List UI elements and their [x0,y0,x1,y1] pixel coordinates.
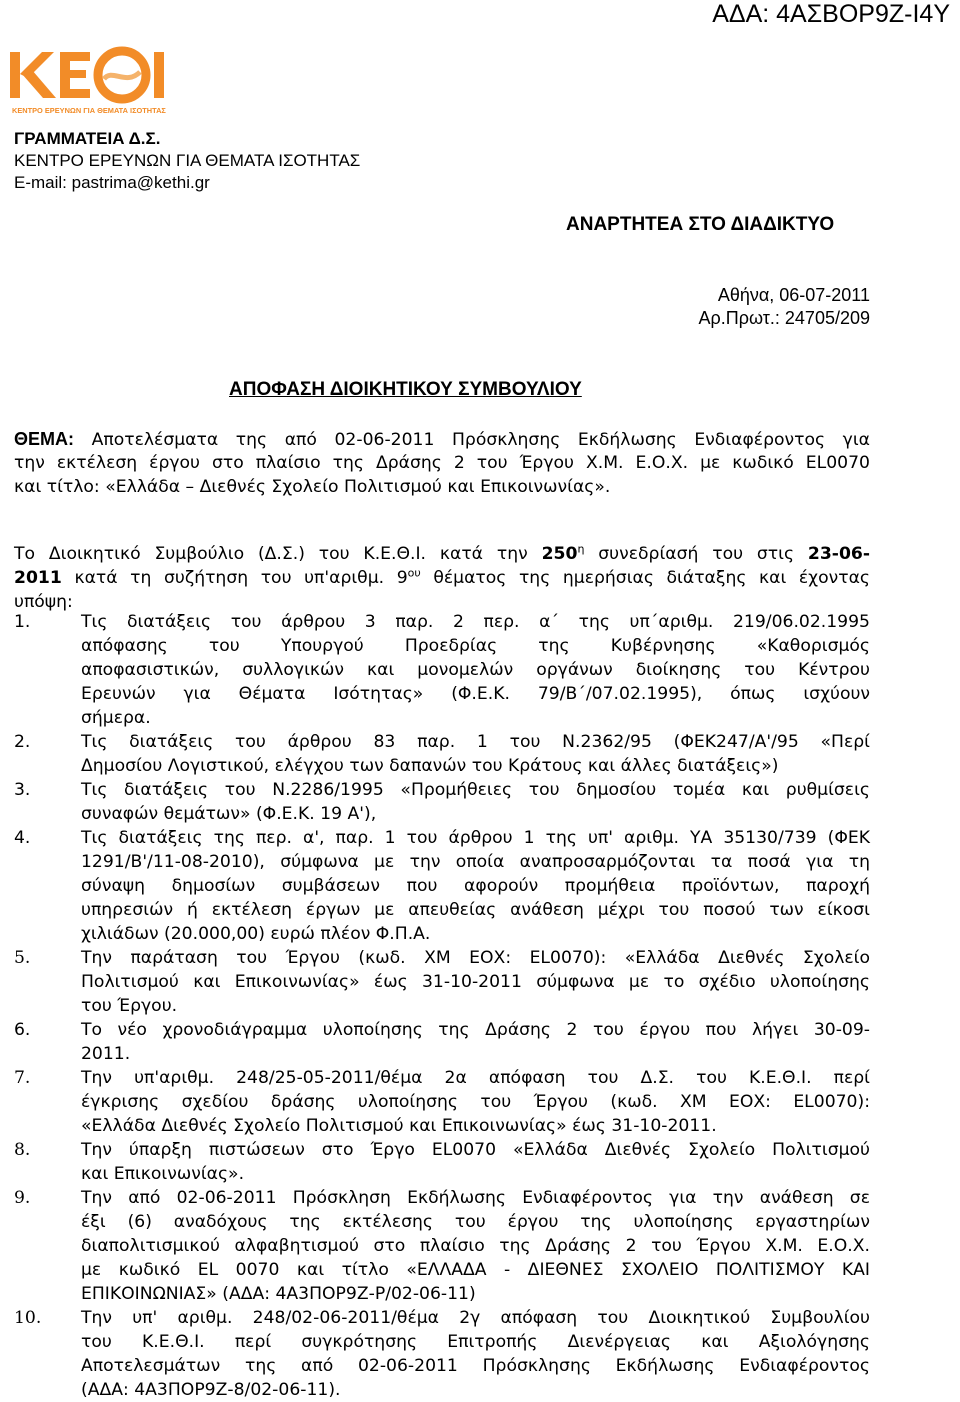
list-item-number: 4. [14,828,31,848]
list-item-line: απόφασης του Υπουργού Προεδρίας της Κυβέρνησης «Καθορισμός [81,636,870,656]
list-item-line: Τις διατάξεις του Ν.2286/1995 «Προμήθειες του δημοσίου τομέα και ρυθμίσεις [81,780,870,800]
list-item-line: Τις διατάξεις του άρθρου 3 παρ. 2 περ. α΄ της υπ΄αριθμ. 219/06.02.1995 [81,612,870,632]
list-item-line: χιλιάδων (20.000,00) ευρώ πλέον Φ.Π.Α. [81,924,431,944]
list-item [14,1066,870,1138]
list-item-line: Την από 02-06-2011 Πρόσκληση Εκδήλωσης Ενδιαφέροντος για την ανάθεση σε [81,1188,870,1208]
list-item [14,1306,870,1402]
list-item-number: 1. [14,612,31,632]
subject-line1: ΘΕΜΑ: Αποτελέσματα της από 02-06-2011 Πρόσκλησης Εκδήλωσης Ενδιαφέροντος για [14,429,870,450]
subject-label: ΘΕΜΑ: [14,429,74,449]
logo-tagline: ΚΕΝΤΡΟ ΕΡΕΥΝΩΝ ΓΙΑ ΘΕΜΑΤΑ ΙΣΟΤΗΤΑΣ [12,106,166,115]
list-item-number: 2. [14,732,31,752]
list-item [14,778,870,826]
list-item-number: 10. [14,1308,42,1328]
list-item-line: έγκρισης σχεδίου δράσης υλοποίησης του Έργου (κωδ. ΧΜ ΕΟΧ: EL0070): [81,1092,870,1112]
subject-line2: την εκτέλεση έργου στο πλαίσιο της Δράσης 2 του Έργου Χ.Μ. Ε.Ο.Χ. με κωδικό EL0070 [14,453,870,473]
list-item-line: Την υπ' αριθμ. 248/02-06-2011/θέμα 2γ απόφαση του Διοικητικού Συμβουλίου [81,1308,870,1328]
list-item-number: 8. [14,1140,31,1160]
intro-line2: 2011 κατά τη συζήτηση του υπ'αριθμ. $9^{o\upsilon}$ θέματος της ημερήσιας διάταξης και έχοντας [14,566,870,588]
intro-line1: Το Διοικητικό Συμβούλιο (Δ.Σ.) του Κ.Ε.Θ.Ι. κατά την $250^\eta$ συνεδρίασή του στις 23-06- [14,542,870,564]
list-item-line: αποφασιστικών, συλλογικών και μονομελών οργάνων διοίκησης του Κέντρου [81,660,870,680]
list-item-number: 3. [14,780,31,800]
list-item [14,730,870,778]
list-item [14,826,870,946]
ada-code: ΑΔΑ: 4ΑΣΒΟΡ9Ζ-Ι4Υ [712,0,950,28]
list-item-line: με κωδικό EL 0070 και τίτλο «ΕΛΛΑΔΑ - ΔΙΕΘΝΕΣ ΣΧΟΛΕΙΟ ΠΟΛΙΤΙΣΜΟΥ ΚΑΙ [81,1260,870,1280]
list-item-line: Το νέο χρονοδιάγραμμα υλοποίησης της Δράσης 2 του έργου που λήγει 30-09- [81,1020,870,1040]
list-item [14,610,870,730]
sender-line1: ΓΡΑΜΜΑΤΕΙΑ Δ.Σ. [14,129,161,148]
list-item-line: του Έργου. [81,996,178,1016]
list-item-line: έξι (6) αναδόχους της εκτέλεσης του έργου της υλοποίησης εργαστηρίων [81,1212,870,1232]
list-item-line: διαπολιτισμικού αλφαβητισμού στο πλαίσιο της Δράσης 2 του Έργου Χ.Μ. Ε.Ο.Χ. [81,1236,870,1256]
list-item-line: Αποτελεσμάτων της από 02-06-2011 Πρόσκλησης Εκδήλωσης Ενδιαφέροντος [81,1356,870,1376]
list-item [14,1018,870,1066]
list-item [14,1186,870,1306]
list-item-line: υπηρεσιών ή εκτέλεση έργων με απευθείας ανάθεση μέχρι του ποσού των είκοσι [81,900,870,920]
sender-email: E-mail: pastrima@kethi.gr [14,173,210,192]
list-item-line: και Επικοινωνίας». [81,1164,245,1184]
list-item-line: σήμερα. [81,708,151,728]
list-item-line: Δημοσίου Λογιστικού, ελέγχου των δαπανών του Κράτους και άλλες διατάξεις») [81,756,779,776]
list-item-number: 6. [14,1020,31,1040]
publish-notice: ΑΝΑΡΤΗΤΕΑ ΣΤΟ ΔΙΑΔΙΚΤΥΟ [566,214,835,235]
list-item-number: 7. [14,1068,31,1088]
list-item-line: Την ύπαρξη πιστώσεων στο Έργο EL0070 «Ελλάδα Διεθνές Σχολείο Πολιτισμού [81,1140,870,1160]
kethi-logo [8,46,198,122]
list-item-line: 2011. [81,1044,131,1064]
list-item-line: Την υπ'αριθμ. 248/25-05-2011/θέμα 2α απόφαση του Δ.Σ. του Κ.Ε.Θ.Ι. περί [81,1068,870,1088]
subject-line3: και τίτλο: «Ελλάδα – Διεθνές Σχολείο Πολιτισμού και Επικοινωνίας». [14,477,611,497]
list-item-number: 5. [14,948,31,968]
list-item-line: Τις διατάξεις της περ. α', παρ. 1 του άρθρου 1 της υπ' αριθμ. ΥΑ 35130/739 (ΦΕΚ [81,828,870,848]
intro-line3: υπόψη: [14,592,73,612]
list-item-line: «Ελλάδα Διεθνές Σχολείο Πολιτισμού και Επικοινωνίας» έως 31-10-2011. [81,1116,717,1136]
list-item [14,946,870,1018]
list-item-line: ΕΠΙΚΟΙΝΩΝΙΑΣ» (ΑΔΑ: 4Α3ΠΟΡ9Ζ-Ρ/02-06-11) [81,1284,476,1304]
list-item-line: Την παράταση του Έργου (κωδ. ΧΜ ΕΟΧ: EL0070): «Ελλάδα Διεθνές Σχολείο [81,948,870,968]
sender-line2: ΚΕΝΤΡΟ ΕΡΕΥΝΩΝ ΓΙΑ ΘΕΜΑΤΑ ΙΣΟΤΗΤΑΣ [14,151,361,170]
date: Αθήνα, 06-07-2011 [717,285,870,305]
list-item [14,1138,870,1186]
list-item-line: του Κ.Ε.Θ.Ι. περί συγκρότησης Επιτροπής Διενέργειας και Αξιολόγησης [81,1332,870,1352]
document-title: ΑΠΟΦΑΣΗ ΔΙΟΙΚΗΤΙΚΟΥ ΣΥΜΒΟΥΛΙΟΥ [229,379,582,400]
list-item-line: (ΑΔΑ: 4Α3ΠΟΡ9Ζ-8/02-06-11). [81,1380,341,1400]
list-item-line: σύναψη δημοσίων συμβάσεων που αφορούν προμήθεια προϊόντων, παροχή [81,876,870,896]
list-item-number: 9. [14,1188,31,1208]
list-item-line: 1291/Β'/11-08-2010), σύμφωνα με την οποία αναπροσαρμόζονται τα ποσά για τη [81,852,870,872]
protocol-number: Αρ.Πρωτ.: 24705/209 [698,308,870,328]
list-item-line: Τις διατάξεις του άρθρου 83 παρ. 1 του Ν.2362/95 (ΦΕΚ247/Α'/95 «Περί [81,732,870,752]
list-item-line: Ερευνών για Θέματα Ισότητας» (Φ.Ε.Κ. 79/Β΄/07.02.1995), όπως ισχύουν [81,684,870,704]
list-item-line: συναφών θεμάτων» (Φ.Ε.Κ. 19 Α'), [81,804,377,824]
list-item-line: Πολιτισμού και Επικοινωνίας» έως 31-10-2011 σύμφωνα με το σχέδιο υλοποίησης [81,972,870,992]
